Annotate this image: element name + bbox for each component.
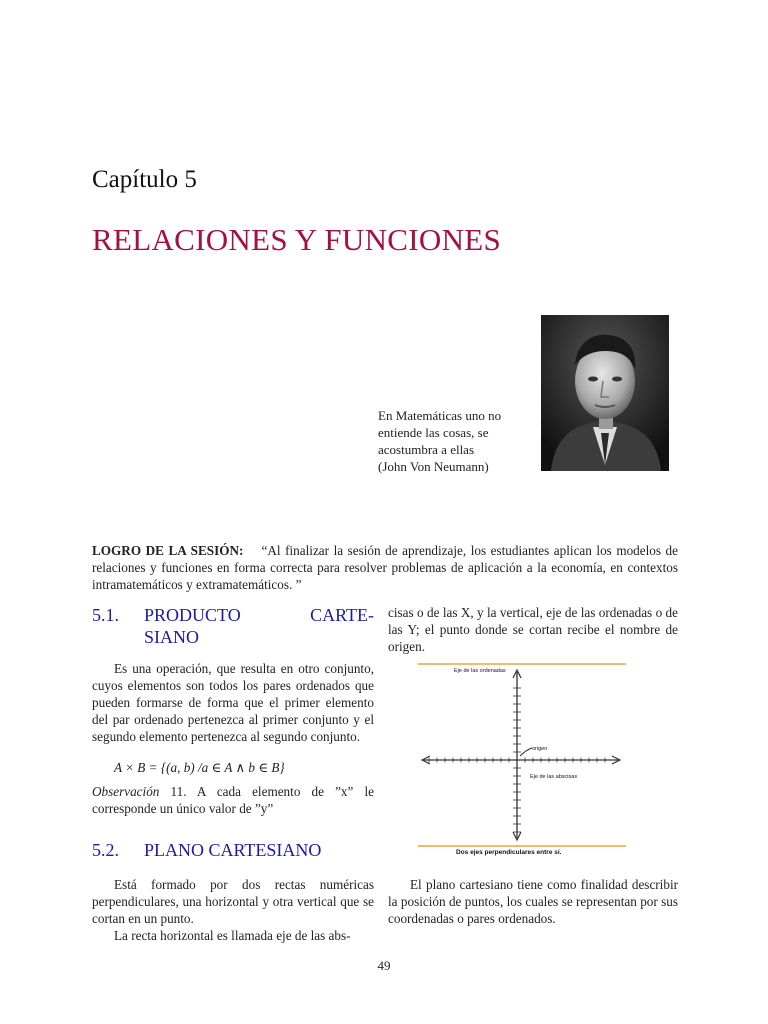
observation-number: 11. xyxy=(170,784,187,799)
cartesian-plane-diagram xyxy=(418,660,626,860)
epigraph-quote xyxy=(378,407,538,475)
section-5-2-heading xyxy=(92,840,321,861)
paragraph: La recta horizontal es llamada eje de las abs- xyxy=(114,928,351,943)
paragraph-finalidad: El plano cartesiano tiene como finalidad describir la posición de puntos, los cuales se representan por sus coordenadas o pares ordenados. xyxy=(388,877,678,926)
section-title-part: SIANO xyxy=(144,627,200,647)
learning-goal-text: “Al finalizar la sesión de aprendizaje, los estudiantes aplican los modelos de relaciones y funciones en forma correcta para resolver problemas de aplicación a la economía, en contextos intramatemáticos y extramatemáticos. ” xyxy=(92,543,678,592)
label-origen: origen xyxy=(532,746,548,752)
paragraph-producto-cartesiano: Es una operación, que resulta en otro conjunto, cuyos elementos son todos los pares ordenados que pueden formarse de forma que el primer elemento del par ordenado pertenezca al primer conjunto y el segundo elemento pertenezca al segundo conjunto. xyxy=(92,661,374,744)
page-number: 49 xyxy=(377,958,391,973)
portrait-photo xyxy=(541,315,669,471)
quote-author: (John Von Neumann) xyxy=(378,459,489,474)
label-abscisas: Eje de las abscisas xyxy=(530,774,578,780)
portrait-illustration xyxy=(541,315,669,471)
cartesian-product-formula: A × B = {(a, b) /a ∈ A ∧ b ∈ B} xyxy=(114,760,285,775)
chapter-label: Capítulo 5 xyxy=(92,166,197,193)
figure-caption: Dos ejes perpendiculares entre sí. xyxy=(456,849,562,856)
section-5-1-heading xyxy=(92,604,374,648)
chapter-title: RELACIONES Y FUNCIONES xyxy=(92,222,502,257)
section-number: 5.1. xyxy=(92,605,119,625)
paragraph: Está formado por dos rectas numéricas perpendiculares, una horizontal y otra vertical que se cortan en un punto. xyxy=(92,877,374,926)
section-title-part: PRODUCTO xyxy=(144,605,241,625)
section-number: 5.2. xyxy=(92,840,119,860)
origin-pointer xyxy=(520,748,532,756)
section-title: PLANO CARTESIANO xyxy=(144,840,322,860)
quote-text: En Matemáticas uno no entiende las cosas, se acostumbra a ellas xyxy=(378,408,502,457)
learning-goal xyxy=(92,542,678,593)
paragraph-plano-cartesiano xyxy=(92,876,374,944)
observation-label: Observación xyxy=(92,784,160,799)
cartesian-plane-figure xyxy=(418,660,626,860)
label-ordenadas: Eje de las ordenadas xyxy=(454,668,506,674)
paragraph-continuation: cisas o de las X, y la vertical, eje de las ordenadas o de las Y; el punto donde se cortan recibe el nombre de origen. xyxy=(388,605,678,654)
observation-note xyxy=(92,783,374,817)
learning-goal-label: LOGRO DE LA SESIÓN: xyxy=(92,543,244,558)
section-title-part: CARTE- xyxy=(310,605,374,625)
observation-text: A cada elemento de ”x” le corresponde un único valor de ”y” xyxy=(92,784,375,816)
